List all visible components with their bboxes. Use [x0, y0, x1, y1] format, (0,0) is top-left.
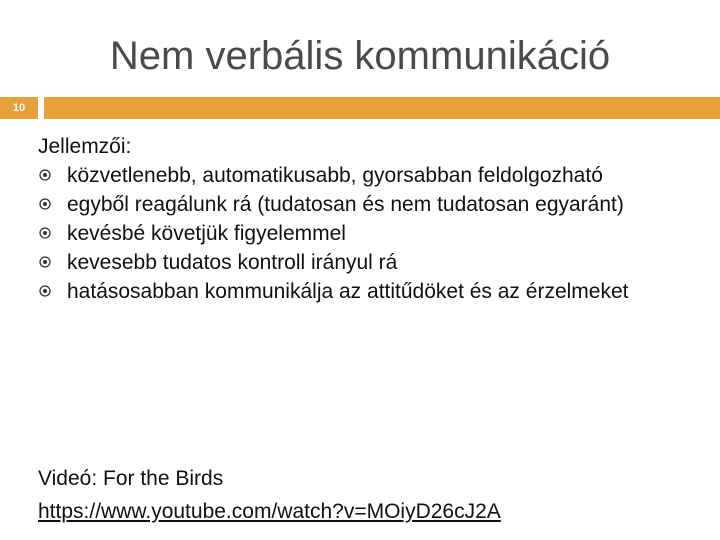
target-bullet-icon	[39, 169, 51, 181]
bullet-text: kevésbé követjük figyelemmel	[67, 222, 346, 245]
slide-number: 10	[0, 97, 38, 119]
section-heading: Jellemzői:	[38, 135, 132, 158]
target-bullet-icon	[39, 285, 51, 297]
bullet-list	[38, 161, 698, 306]
video-link[interactable]: https://www.youtube.com/watch?v=MOiyD26cJ2A	[38, 500, 501, 523]
bullet-text: egyből reagálunk rá (tudatosan és nem tudatosan egyaránt)	[67, 193, 624, 216]
list-item	[38, 190, 698, 219]
video-section	[38, 462, 501, 528]
target-bullet-icon	[39, 256, 51, 268]
list-item	[38, 219, 698, 248]
list-item	[38, 161, 698, 190]
video-label: Videó: For the Birds	[38, 467, 224, 490]
slide-content	[38, 132, 698, 306]
target-bullet-icon	[39, 227, 51, 239]
list-item	[38, 277, 698, 306]
list-item	[38, 248, 698, 277]
slide-title: Nem verbális kommunikáció	[109, 34, 611, 78]
target-bullet-icon	[39, 198, 51, 210]
bullet-text: kevesebb tudatos kontroll irányul rá	[67, 251, 398, 274]
bullet-text: hatásosabban kommunikálja az attitűdöket és az érzelmeket	[67, 280, 629, 303]
accent-bar	[44, 97, 720, 119]
bullet-text: közvetlenebb, automatikusabb, gyorsabban feldolgozható	[67, 164, 603, 187]
